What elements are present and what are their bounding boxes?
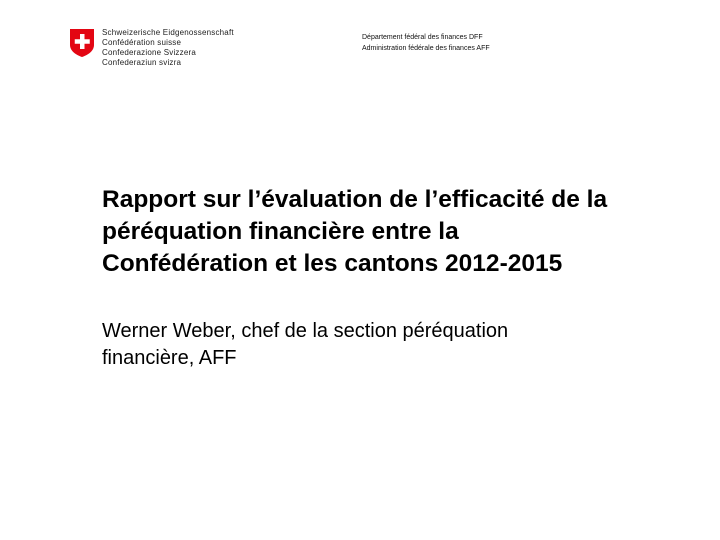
administration-name: Administration fédérale des finances AFF (362, 45, 490, 52)
swiss-cross-icon (70, 29, 94, 57)
confederation-names (102, 28, 234, 68)
department-info (362, 32, 490, 54)
slide-subtitle: Werner Weber, chef de la section péréquation financière, AFF (102, 320, 509, 369)
confederation-name-fr: Confédération suisse (102, 38, 182, 47)
department-name: Département fédéral des finances DFF (362, 34, 483, 41)
slide-title: Rapport sur l’évaluation de l’efficacité de la péréquation financière entre la Confédération et les cantons 2012-2015 (102, 186, 608, 277)
confederation-logo (70, 26, 270, 76)
confederation-name-de: Schweizerische Eidgenossenschaft (102, 28, 234, 37)
confederation-name-it: Confederazione Svizzera (102, 48, 196, 57)
confederation-name-rm: Confederaziun svizra (102, 58, 182, 67)
